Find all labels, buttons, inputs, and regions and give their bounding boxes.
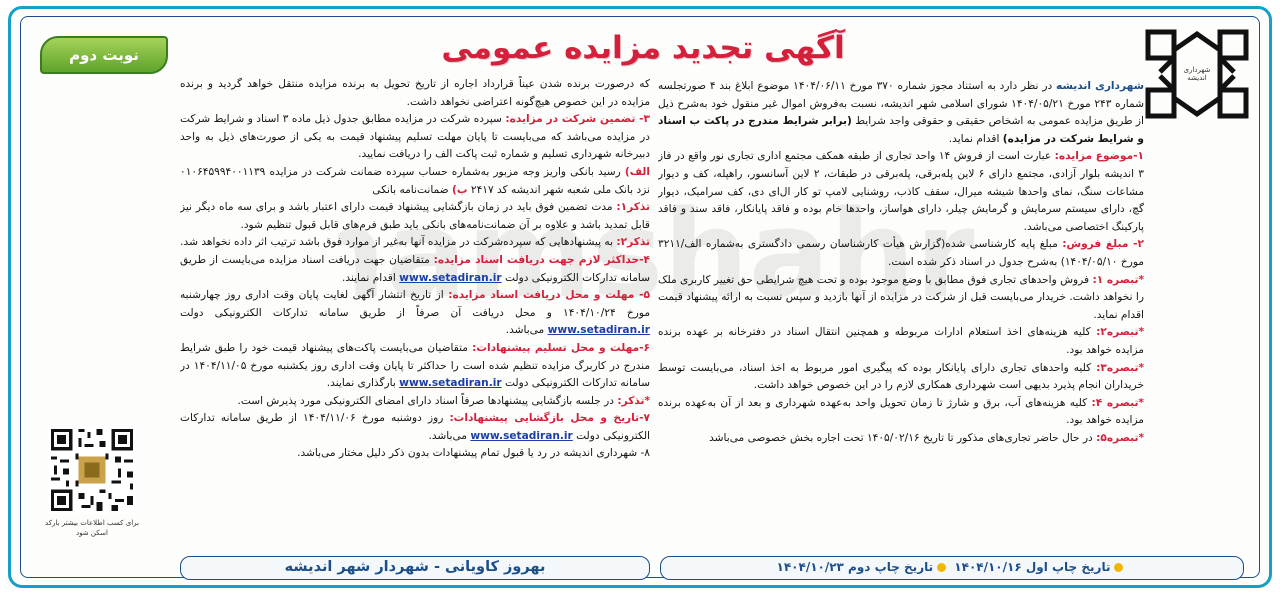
setadiran-link[interactable]: www.setadiran.ir (399, 271, 502, 284)
item-3-alef: الف) رسید بانکی واریز وجه مزبور به‌شماره حساب سپرده ضمانت شرکت در مزایده ۰۱۰۶۴۵۹۹۴۰۰۱۱۳۹ نزد بانک ملی شعبه شهر اندیشه کد ۲۴۱۷ ب) ضمانت‌نامه بانکی (180, 165, 650, 196)
item-7: ۷-تاریخ و محل بازگشایی پیشنهادات: روز دوشنبه مورخ ۱۴۰۴/۱۱/۰۶ از طریق سامانه تدارکات الکترونیکی دولت www.setadiran.ir می‌باشد. (180, 412, 650, 442)
left-column (180, 76, 650, 546)
signature-bar: بهروز کاویانی - شهردار شهر اندیشه (180, 556, 650, 580)
item-4: ۴-حداکثر لازم جهت دریافت اسناد مزایده: متقاضیان جهت دریافت اسناد مزایده می‌بایست از طریق سامانه تدارکات الکترونیکی دولت www.setadiran.ir اقدام نمایند. (180, 253, 650, 284)
edition-badge: نوبت دوم (40, 36, 168, 74)
note-1: *تبصره ۱: فروش واحدهای تجاری فوق مطابق با وضع موجود بوده و تحت هیچ شرایطی حق تغییر کاربری ملک را نخواهد داشت. خریدار می‌بایست قبل از شرکت در مزایده از آنها بازدید و سپس نسبت به ارائه پیشنهاد قیمت اقدام نماید. (658, 273, 1144, 321)
item-5: ۵- مهلت و محل دریافت اسناد مزایده: از تاریخ انتشار آگهی لغایت پایان وقت اداری روز چهارشنبه مورخ ۱۴۰۴/۱۰/۲۴ و محل دریافت آن صرفاً از طریق سامانه تدارکات الکترونیکی دولت www.setadiran.ir می‌باشد. (180, 289, 650, 337)
note-3: *تبصره۳: کلیه واحدهای تجاری دارای پایانکار بوده که پیگیری امور مربوط به اخذ اسناد، می‌بایست توسط خریداران انجام پذیرد بدیهی است شهرداری همکاری لازم را در این خصوص خواهد داشت. (658, 361, 1144, 392)
note-2: *تبصره۲: کلیه هزینه‌های اخذ استعلام ادارات مربوطه و همچنین انتقال اسناد در دفترخانه بر عهده برنده مزایده خواهد بود. (658, 326, 1144, 356)
logo-text: شهرداری اندیشه (1183, 66, 1211, 82)
reminder-3: *تذکر: در جلسه بازگشایی پیشنهادها صرفاً اسناد دارای امضای الکترونیکی مورد پذیرش است. (237, 394, 650, 407)
continuation-paragraph: که درصورت برنده شدن عیناً قرارداد اجاره از تاریخ تحویل به برنده مزایده منتقل خواهد گردید و برنده مزایده در این خصوص هیچ‌گونه اعتراضی نخواهد داشت. (180, 78, 650, 108)
page-title: آگهی تجدید مزایده عمومی (441, 30, 845, 66)
advertisement-page (8, 6, 1272, 588)
bullet-icon (1114, 563, 1123, 572)
item-2: ۲- مبلغ فروش: مبلغ پایه کارشناسی شده(گزارش هیأت کارشناسان رسمی دادگستری به‌شماره الف/۳۲۱۱ مورخ ۱۴۰۴/۰۵/۱۰) به‌شرح جدول در اسناد ذکر شده است. (658, 238, 1144, 268)
item-6: ۶-مهلت و محل تسلیم پیشنهادات: متقاضیان می‌بایست پاکت‌های پیشنهاد قیمت خود را طبق شرایط مندرج در کاربرگ مزایده تنظیم شده است را حداکثر تا پایان وقت اداری روز یکشنبه مورخ ۱۴۰۴/۱۱/۰۵ در سامانه تدارکات الکترونیکی دولت www.setadiran.ir بارگذاری نمایند. (180, 341, 650, 390)
setadiran-link[interactable]: www.setadiran.ir (547, 324, 650, 337)
qr-code-icon[interactable] (48, 426, 136, 514)
qr-caption: برای کسب اطلاعات بیشتر بارکد اسکن شود (45, 519, 139, 537)
print-dates-bar (660, 556, 1244, 580)
bullet-icon (937, 563, 946, 572)
svg-text:hamshahri: hamshahr (338, 186, 975, 325)
setadiran-link[interactable]: www.setadiran.ir (399, 377, 502, 390)
reminder-2: تذکر۲: به پیشنهادهایی که سپرده‌شرکت در مزایده آنها به‌غیر از موارد فوق باشد ترتیب اثر داده نخواهد شد. (180, 236, 650, 249)
setadiran-link[interactable]: www.setadiran.ir (470, 429, 573, 442)
item-1: ۱-موضوع مزایده: عبارت است از فروش ۱۴ واحد تجاری از طبقه همکف مجتمع اداری تجاری نور واقع در فاز ۳ اندیشه بلوار آزادی، مجتمع دارای ۶ لاین پله‌برقی، پله‌برقی در طبقات، ۲ لاین آسانسور، راهپله، کف و دیوار مشاعات سنگ، نمای واحدها شیشه میرال، سقف کاذب، روشنایی لامپ تو کار ال‌ای دی، کف سرامیک، دیوار گچ، دارای سیستم سرمایش و گرمایش چیلر، دارای هواساز، واحدها خام بوده و فاقد پایانکار، فاقد سند و فاقد پارکینگ اختصاصی می‌باشد. (658, 150, 1144, 233)
reminder-1: تذکر۱: مدت تضمین فوق باید در زمان بازگشایی پیشنهاد قیمت دارای اعتبار باشد و برای سه ماه دیگر نیز قابل تمدید باشد و علاوه بر آن ضمانت‌نامه‌های بانکی باید طبق فرم‌های قابل قبول تنظیم شود. (180, 201, 650, 231)
note-5: *تبصره۵: در حال حاضر تجاری‌های مذکور تا تاریخ ۱۴۰۵/۰۲/۱۶ تحت اجاره بخش خصوصی می‌باشد (709, 431, 1144, 444)
note-4: *تبصره ۴: کلیه هزینه‌های آب، برق و شارژ تا زمان تحویل واحد به‌عهده شهرداری و بعد از آن به‌عهده برنده مزایده خواهد بود. (658, 396, 1144, 427)
first-print-date: تاریخ چاپ اول ۱۴۰۴/۱۰/۱۶ (954, 560, 1111, 574)
second-print-date: تاریخ چاپ دوم ۱۴۰۴/۱۰/۲۳ (776, 560, 934, 574)
item-8: ۸- شهرداری اندیشه در رد یا قبول تمام پیشنهادات بدون ذکر دلیل مختار می‌باشد. (297, 447, 650, 460)
municipality-emblem-icon (1142, 28, 1252, 120)
intro-paragraph: شهرداری اندیشه در نظر دارد به استناد مجوز شماره ۳۷۰ مورخ ۱۴۰۴/۰۶/۱۱ موضوع ابلاغ بند ۴ صورتجلسه شماره ۲۴۳ مورخ ۱۴۰۴/۰۵/۲۱ شورای اسلامی شهر اندیشه، نسبت به‌فروش اموال غیر منقول خود به‌شرح ذیل از طریق مزایده عمومی به اشخاص حقیقی و حقوقی واجد شرایط (برابر شرایط مندرج در پاکت ب اسناد و شرایط شرکت در مزایده) اقدام نماید. (658, 80, 1144, 145)
item-3: ۳- تضمین شرکت در مزایده: سپرده شرکت در مزایده مطابق جدول ذیل ماده ۳ اسناد و شرایط شرکت در مزایده می‌باشد که می‌بایست تا پایان مهلت تسلیم پیشنهاد قیمت به یکی از صورت‌های ذیل به واحد دبیرخانه شهرداری تسلیم و شماره ثبت پاکت الف را دریافت نمایید. (180, 113, 650, 161)
right-column (658, 78, 1144, 562)
